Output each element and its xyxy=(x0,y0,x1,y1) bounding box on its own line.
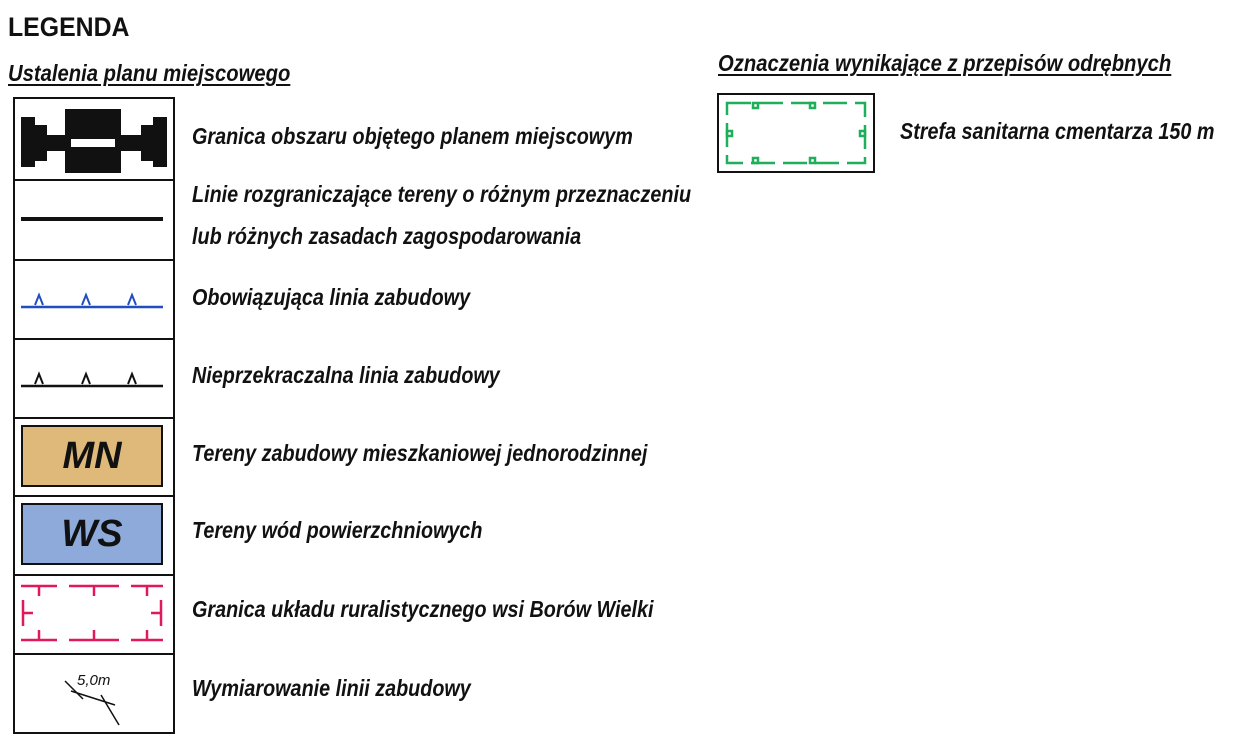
label-demarcation-line-2: lub różnych zasadach zagospodarowania xyxy=(192,223,582,249)
label-demarcation-line-1: Linie rozgraniczające tereny o różnym przeznaczeniu xyxy=(192,181,692,207)
label-zone-mn: Tereny zabudowy mieszkaniowej jednorodzinnej xyxy=(192,440,648,466)
legend-symbol-column xyxy=(13,97,175,734)
demarcation-line-icon xyxy=(15,181,173,259)
label-cemetery-sanitary-zone: Strefa sanitarna cmentarza 150 m xyxy=(900,118,1215,144)
symbol-dimension xyxy=(15,655,173,734)
label-plan-boundary: Granica obszaru objętego planem miejscowym xyxy=(192,123,633,149)
label-zone-ws: Tereny wód powierzchniowych xyxy=(192,517,483,543)
rural-layout-boundary-icon xyxy=(15,576,173,653)
symbol-cemetery-sanitary-zone xyxy=(717,93,875,173)
symbol-non-exceedable-building-line xyxy=(15,340,173,419)
symbol-mandatory-building-line xyxy=(15,261,173,340)
cemetery-sanitary-zone-icon xyxy=(719,95,873,171)
label-dimension: Wymiarowanie linii zabudowy xyxy=(192,675,471,701)
label-non-exceedable-building-line: Nieprzekraczalna linia zabudowy xyxy=(192,362,500,388)
label-mandatory-building-line: Obowiązująca linia zabudowy xyxy=(192,284,471,310)
symbol-zone-mn xyxy=(15,419,173,497)
label-rural-layout-boundary: Granica układu ruralistycznego wsi Borów Wielki xyxy=(192,596,654,622)
zone-mn-swatch: MN xyxy=(21,425,163,487)
section-title-plan: Ustalenia planu miejscowego xyxy=(8,60,291,86)
plan-boundary-icon xyxy=(15,99,173,179)
non-exceedable-building-line-icon xyxy=(15,340,173,417)
symbol-zone-ws xyxy=(15,497,173,576)
symbol-rural-layout-boundary xyxy=(15,576,173,655)
section-title-separate-regulations: Oznaczenia wynikające z przepisów odrębnych xyxy=(718,50,1172,76)
mandatory-building-line-icon xyxy=(15,261,173,338)
legend-title: LEGENDA xyxy=(8,12,130,42)
dimension-icon xyxy=(15,655,173,732)
dimension-value: 5,0m xyxy=(77,672,111,689)
zone-ws-swatch: WS xyxy=(21,503,163,565)
symbol-demarcation-line xyxy=(15,181,173,261)
symbol-plan-boundary xyxy=(15,99,173,181)
